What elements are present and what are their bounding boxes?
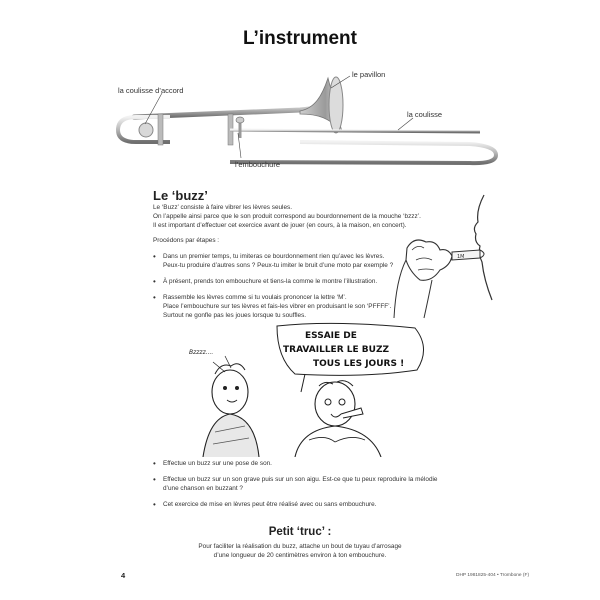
step-line: Peux-tu produire d’autres sons ? Peux-tu imiter le bruit d’une moto par exemple ? bbox=[163, 262, 394, 269]
speech-line: TOUS LES JOURS ! bbox=[313, 359, 405, 369]
label-bell: le pavillon bbox=[352, 70, 386, 79]
mouthpiece-hand-illustration bbox=[392, 190, 502, 320]
trombone-diagram bbox=[0, 0, 600, 185]
speech-line: TRAVAILLER LE BUZZ bbox=[283, 345, 390, 355]
cartoon-sketch bbox=[185, 322, 445, 457]
intro-line: Le ‘Buzz’ consiste à faire vibrer les lèvres seules. bbox=[153, 204, 292, 211]
step-line: • À présent, prends ton embouchure et tiens-la comme le montre l’illustration. bbox=[163, 278, 378, 285]
step-line: Place l’embouchure sur tes lèvres et fais-les vibrer en produisant le son ‘PFFFF’. bbox=[163, 303, 392, 310]
step-line: Surtout ne gonfle pas les joues lorsque tu souffles. bbox=[163, 312, 307, 319]
steps-list bbox=[153, 252, 423, 327]
label-slide-tuning: la coulisse d’accord bbox=[118, 86, 184, 95]
list-item bbox=[153, 500, 483, 509]
mouthpiece-mark: 1M bbox=[457, 254, 465, 260]
label-mouthpiece: l’embouchure bbox=[235, 160, 281, 169]
tip-text bbox=[0, 542, 600, 560]
exercise-line: • Effectue un buzz sur un son grave puis sur un son aigu. Est-ce que tu peux reproduire la mélodie bbox=[163, 476, 438, 483]
page-title: L’instrument bbox=[242, 28, 357, 49]
tip-line: Pour faciliter la réalisation du buzz, attache un bout de tuyau d’arrosage bbox=[198, 543, 402, 550]
trombone-illustration bbox=[0, 0, 600, 185]
tip-heading: Petit ‘truc’ : bbox=[268, 526, 332, 538]
hand-sketch bbox=[392, 190, 502, 320]
exercise-line: • Effectue un buzz sur une pose de son. bbox=[163, 460, 272, 467]
intro-line: Il est important d’effectuer cet exercice avant de jouer (en cours, à la maison, en concert). bbox=[153, 222, 407, 229]
step-line: • Rassemble les lèvres comme si tu voulais prononcer la lettre ‘M’. bbox=[163, 294, 347, 301]
footer-reference: DHP 1981825-404 • Trombone (F) bbox=[456, 573, 530, 578]
exercises-list bbox=[153, 459, 483, 516]
speech-line: ESSAIE DE bbox=[305, 331, 357, 341]
page-number: 4 bbox=[121, 571, 126, 580]
exercise-line: • Cet exercice de mise en lèvres peut être réalisé avec ou sans embouchure. bbox=[163, 501, 377, 508]
list-item bbox=[153, 252, 423, 270]
cartoon-illustration bbox=[185, 322, 445, 457]
intro-line: On l’appelle ainsi parce que le son produit correspond au bourdonnement de la mouche ‘bzzz’. bbox=[153, 213, 421, 220]
exercise-line: d’une chanson en buzzant ? bbox=[163, 485, 243, 492]
sound-effect-text: Bzzzz.... bbox=[189, 349, 214, 356]
section-heading: Le ‘buzz’ bbox=[153, 188, 208, 203]
list-item bbox=[153, 475, 483, 493]
steps-intro: Procédons par étapes : bbox=[153, 237, 220, 244]
tip-line: d’une longueur de 20 centimètres environ à ton embouchure. bbox=[213, 552, 387, 559]
step-line: • Dans un premier temps, tu imiteras ce bourdonnement rien qu’avec les lèvres. bbox=[163, 253, 385, 260]
list-item bbox=[153, 459, 483, 468]
list-item bbox=[153, 277, 423, 286]
list-item bbox=[153, 293, 423, 320]
label-slide: la coulisse bbox=[407, 110, 443, 119]
